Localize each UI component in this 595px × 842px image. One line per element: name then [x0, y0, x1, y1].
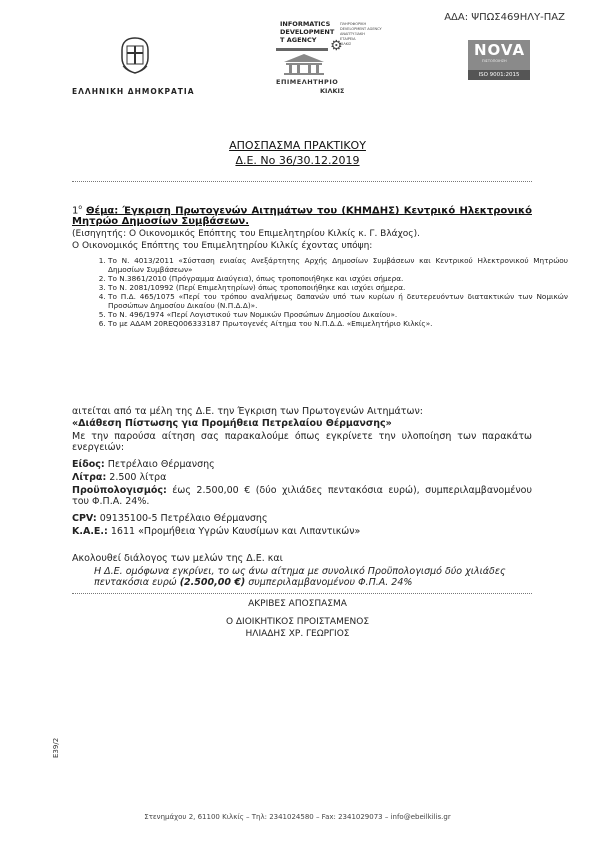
request-intro: αιτείται από τα μέλη της Δ.Ε. την Έγκριση των Πρωτογενών Αιτημάτων: [72, 406, 423, 417]
exact-excerpt-label: ΑΚΡΙΒΕΣ ΑΠΟΣΠΑΣΜΑ [248, 599, 347, 609]
chamber-city: ΚΙΛΚΙΣ [320, 87, 345, 95]
budget-row: Προϋπολογισμός: έως 2.500,00 € (δύο χιλιάδες πεντακόσια ευρώ), συμπεριλαμβανομένου του Φ.Π.Α. 24%. [72, 485, 532, 507]
iso-label: ISO 9001:2015 [468, 70, 530, 80]
considering-text: Ο Οικονομικός Επόπτης του Επιμελητηρίου Κιλκίς έχοντας υπόψη: [72, 241, 373, 251]
request-body: Με την παρούσα αίτηση σας παρακαλούμε όπως εγκρίνετε την υλοποίηση των παρακάτω ενεργειών: [72, 431, 532, 453]
logo-divider [276, 48, 328, 51]
nova-sub-text: ΠΙΣΤΟΠΟΙΗΣΗ [482, 59, 507, 63]
nova-certification-logo [468, 40, 530, 80]
chamber-logo [272, 18, 412, 95]
document-code: Ε39/2 [52, 737, 60, 758]
considerations-list [72, 256, 568, 328]
signatory-role: Ο ΔΙΟΙΚΗΤΙΚΟΣ ΠΡΟΙΣΤΑΜΕΝΟΣ [225, 617, 370, 627]
idt-logo-text: INFORMATICS DEVELOPMENT T AGENCY [280, 20, 335, 44]
nova-logo-text: NOVA [474, 41, 526, 59]
list-item: 2. Το Ν.3861/2010 (Πρόγραμμα Διαύγεια), όπως τροποποιήθηκε και ισχύει σήμερα. [108, 274, 568, 283]
list-item: 1. Το Ν. 4013/2011 «Σύσταση ενιαίας Ανεξάρτητης Αρχής Δημοσίων Συμβάσεων και Κεντρικού Ηλεκτρονικού Μητρώου Δημοσίων Συμβάσεων» [108, 256, 568, 274]
cpv-row: CPV: 09135100-5 Πετρέλαιο Θέρμανσης [72, 513, 268, 524]
ada-code: ΑΔΑ: ΨΠΩΣ469ΗΛΥ-ΠΑΖ [444, 12, 565, 23]
list-item: 6. Το με ΑΔΑΜ 20REQ006333187 Πρωτογενές Αίτημα του Ν.Π.Δ.Δ. «Επιμελητήριο Κιλκίς». [108, 319, 568, 328]
gear-icon: ⚙ [330, 38, 343, 54]
rapporteur-text: (Εισηγητής: Ο Οικονομικός Επόπτης του Επιμελητηρίου Κιλκίς κ. Γ. Βλάχος). [72, 229, 420, 239]
liters-row: Λίτρα: 2.500 λίτρα [72, 472, 167, 483]
divider [72, 593, 532, 594]
list-item: 4. Το Π.Δ. 465/1075 «Περί του τρόπου αναλήψεως δαπανών υπό των κυρίων ή δευτερευόντων διατακτικών των Νομικών Προσώπων Δημοσίου Δικαίου (Ν.Π.Δ.Δ)». [108, 292, 568, 310]
request-subject: «Διάθεση Πίστωσης για Προμήθεια Πετρελαίου Θέρμανσης» [72, 418, 392, 429]
document-subtitle: Δ.Ε. Νο 36/30.12.2019 [235, 154, 360, 167]
kind-row: Είδος: Πετρέλαιο Θέρμανσης [72, 459, 215, 470]
chamber-building-icon [280, 52, 328, 76]
divider [72, 181, 532, 182]
hellenic-republic-label: ΕΛΛΗΝΙΚΗ ΔΗΜΟΚΡΑΤΙΑ [72, 87, 195, 96]
footer-contact: Στενημάχου 2, 61100 Κιλκίς – Τηλ: 2341024580 – Fax: 2341029073 – info@ebeilkilis.gr [144, 813, 451, 821]
list-item: 5. Το Ν. 496/1974 «Περί Λογιστικού των Νομικών Προσώπων Δημοσίου Δικαίου». [108, 310, 568, 319]
topic-heading: $1^o$ Θέμα: Έγκριση Πρωτογενών Αιτημάτων του (ΚΗΜΔΗΣ) Κεντρικό Ηλεκτρονικό Μητρώο Δημοσίων Συμβάσεων. [72, 204, 532, 228]
signatory-name: ΗΛΙΑΔΗΣ ΧΡ. ΓΕΩΡΓΙΟΣ [245, 629, 350, 639]
chamber-name: ΕΠΙΜΕΛΗΤΗΡΙΟ [276, 78, 339, 86]
coat-of-arms-icon [118, 36, 152, 74]
kae-row: Κ.Α.Ε.: 1611 «Προμήθεια Υγρών Καυσίμων και Λιπαντικών» [72, 526, 361, 537]
decision-text: Η Δ.Ε. ομόφωνα εγκρίνει, το ως άνω αίτημα με συνολικό Προϋπολογισμό δύο χιλιάδες πεντακόσια ευρώ (2.500,00 €) συμπεριλαμβανομένου Φ.Π.Α. 24% [94, 566, 506, 588]
document-title: ΑΠΟΣΠΑΣΜΑ ΠΡΑΚΤΙΚΟΥ [229, 139, 366, 152]
list-item: 3. Το Ν. 2081/10992 (Περί Επιμελητηρίων) όπως τροποποιήθηκε και ισχύει σήμερα. [108, 283, 568, 292]
decision-intro: Ακολουθεί διάλογος των μελών της Δ.Ε. και [72, 553, 283, 564]
idt-side-text: ΠΛΗΡΟΦΟΡΙΚΗ DEVELOPMENT AGENCY ΑΝΑΠΤΥΞΙΑΚΗ ΕΤΑΙΡΕΙΑ ΚΙΛΚΙΣ [340, 22, 382, 46]
